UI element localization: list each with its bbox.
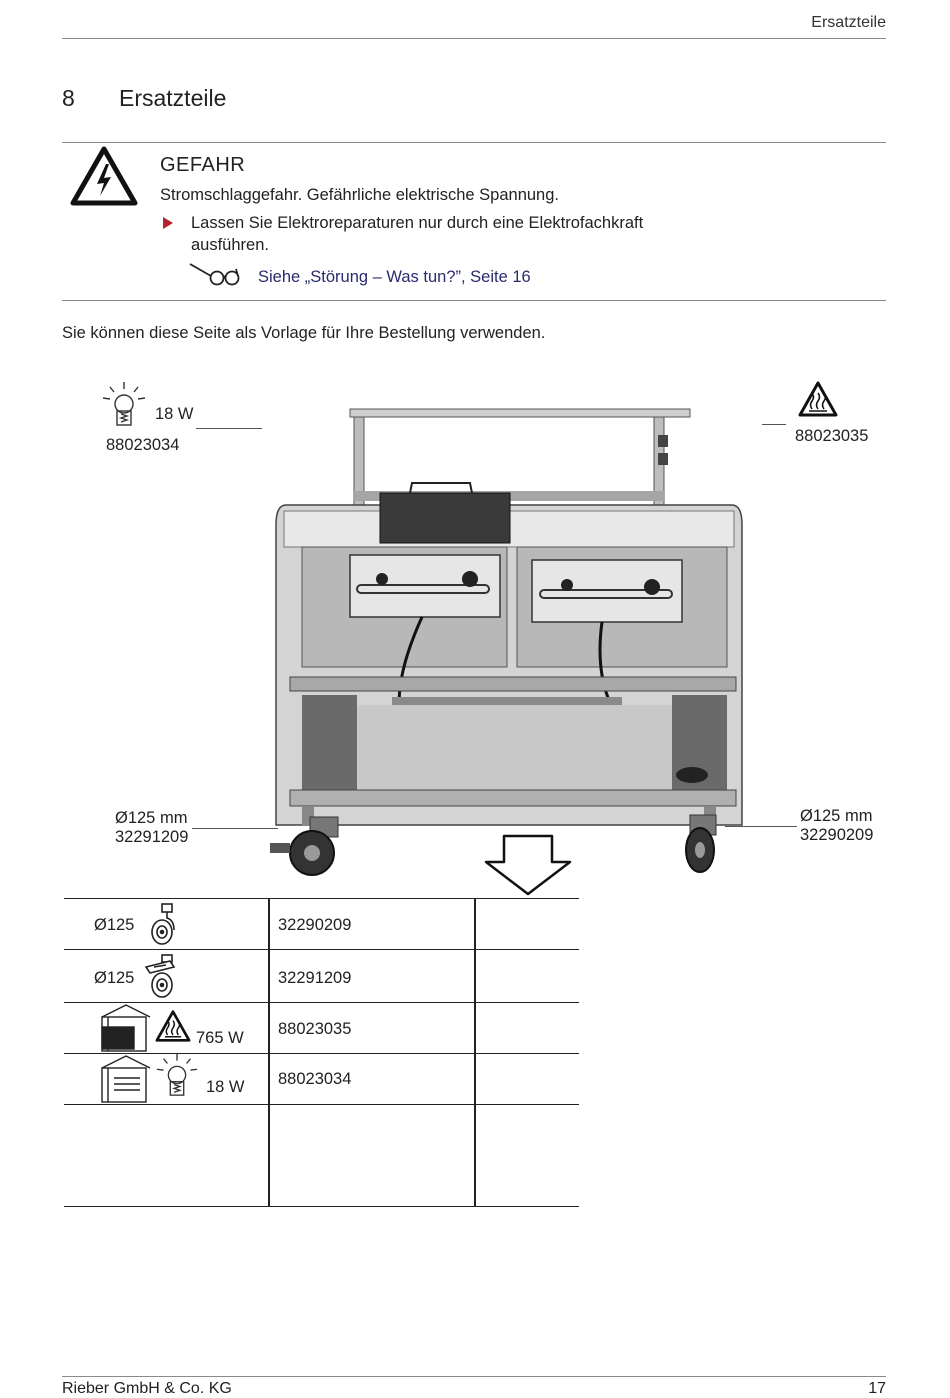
lamp-icon: [154, 1052, 200, 1098]
caster-left-size: Ø125 mm: [115, 809, 188, 827]
down-arrow-icon: [484, 834, 572, 896]
swivel-caster-icon: [144, 902, 180, 946]
caster-left-code: 32291209: [115, 828, 189, 846]
table-row-diameter: Ø125: [94, 969, 135, 987]
chapter-number: 8: [62, 85, 75, 111]
lamp-icon: [100, 380, 148, 428]
lamp-power: 18 W: [155, 405, 194, 423]
heater-code: 88023035: [795, 427, 869, 445]
lamp-code: 88023034: [106, 436, 180, 454]
food-cart-illustration: [262, 405, 762, 885]
table-row-code: 88023035: [278, 1020, 352, 1038]
table-row-code: 32291209: [278, 969, 352, 987]
running-header: Ersatzteile: [811, 14, 886, 31]
cart-section-icon: [100, 1003, 152, 1053]
braked-caster-icon: [142, 953, 182, 999]
instruction-arrow-icon: [163, 217, 173, 229]
warning-heading: GEFAHR: [160, 154, 246, 176]
warning-instruction: Lassen Sie Elektroreparaturen nur durch eine Elektrofachkraft ausführen.: [191, 214, 644, 254]
caster-left-leader: [192, 828, 278, 829]
page-number: 17: [868, 1380, 886, 1397]
warning-top-rule: [62, 142, 886, 143]
warning-bottom-rule: [62, 300, 886, 301]
heating-element-icon: [797, 380, 839, 418]
chapter-title: Ersatzteile: [119, 85, 227, 111]
table-row-power: 765 W: [196, 1029, 244, 1047]
intro-text: Sie können diese Seite als Vorlage für Ihre Bestellung verwenden.: [62, 324, 546, 342]
cart-section-icon: [100, 1054, 152, 1104]
header-rule: [62, 38, 886, 39]
warning-text: Stromschlaggefahr. Gefährliche elektrische Spannung.: [160, 186, 559, 204]
reference-link[interactable]: Siehe „Störung – Was tun?”, Seite 16: [258, 268, 531, 286]
heating-element-icon: [154, 1009, 192, 1043]
table-row-power: 18 W: [206, 1078, 245, 1096]
footer-company: Rieber GmbH & Co. KG: [62, 1380, 232, 1397]
glasses-reference-icon: [188, 259, 240, 287]
table-row-code: 88023034: [278, 1070, 352, 1088]
caster-right-leader: [725, 826, 797, 827]
footer-rule: [62, 1376, 886, 1377]
table-row-code: 32290209: [278, 916, 352, 934]
caster-right-code: 32290209: [800, 826, 874, 844]
table-row-diameter: Ø125: [94, 916, 135, 934]
caster-right-size: Ø125 mm: [800, 807, 873, 825]
electric-shock-warning-icon: [70, 146, 138, 206]
